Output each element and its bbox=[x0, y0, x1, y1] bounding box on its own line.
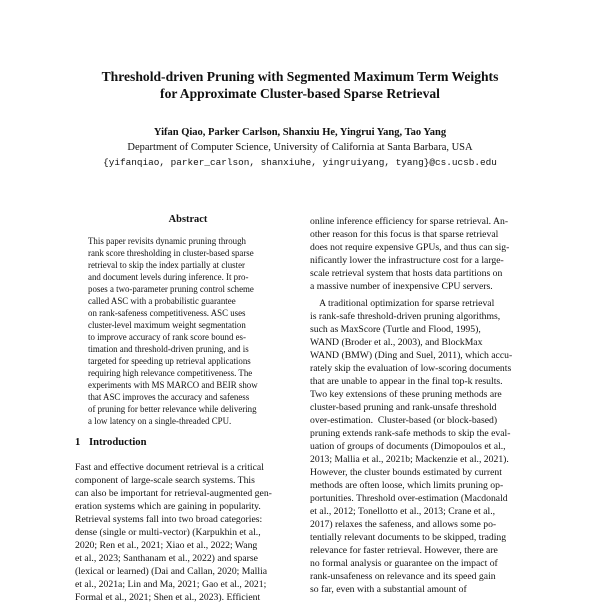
body-line: nificantly lower the infrastructure cost for a large- bbox=[310, 255, 504, 266]
paper-title-line-2: for Approximate Cluster-based Sparse Retrieval bbox=[160, 86, 440, 101]
body-line: tentially relevant documents to be skipped, trading bbox=[310, 532, 507, 543]
abstract-heading: Abstract bbox=[168, 214, 208, 225]
abstract-line: This paper revisits dynamic pruning through bbox=[88, 236, 246, 246]
body-line: rank-unsafeness on relevance and its speed gain bbox=[310, 571, 496, 582]
body-line: rately skip the evaluation of low-scoring documents bbox=[310, 363, 512, 374]
body-line: no formal analysis or guarantee on the impact of bbox=[310, 558, 498, 569]
body-line: component of large-scale search systems. This bbox=[75, 475, 255, 486]
section-title: Introduction bbox=[89, 437, 147, 448]
section-heading bbox=[75, 437, 147, 448]
body-line: et al., 2023; Santhanam et al., 2022) and sparse bbox=[75, 553, 258, 564]
body-line: 2020; Ren et al., 2021; Xiao et al., 2022; Wang bbox=[75, 540, 258, 551]
body-line: portunities. Threshold over-estimation (Macdonald bbox=[310, 493, 508, 504]
abstract-line: rank score thresholding in cluster-based sparse bbox=[88, 248, 254, 258]
body-line: methods are often loose, which limits pruning op- bbox=[310, 480, 504, 491]
body-line: such as MaxScore (Turtle and Flood, 1995), bbox=[310, 324, 481, 335]
body-line: dense (single or multi-vector) (Karpukhin et al., bbox=[75, 527, 261, 538]
body-line: that are unable to appear in the final top-k results. bbox=[310, 376, 503, 387]
body-line: is rank-safe threshold-driven pruning algorithms, bbox=[310, 311, 501, 322]
body-line: et al., 2012; Tonellotto et al., 2013; Crane et al., bbox=[310, 506, 496, 517]
body-line: other reason for this focus is that sparse retrieval bbox=[310, 229, 499, 240]
abstract-line: that ASC improves the accuracy and safeness bbox=[88, 392, 250, 402]
abstract-line: cluster-level maximum weight segmentation bbox=[88, 320, 246, 330]
body-line: 2017) relaxes the safeness, and allows some po- bbox=[310, 519, 497, 530]
body-line: online inference efficiency for sparse retrieval. An- bbox=[310, 216, 509, 227]
body-line: scale retrieval system that hosts data partitions on bbox=[310, 268, 503, 279]
body-line: Retrieval systems fall into two broad categories: bbox=[75, 514, 263, 525]
abstract-line: experiments with MS MARCO and BEIR show bbox=[88, 380, 258, 390]
body-line: does not require expensive GPUs, and thus can sig- bbox=[310, 242, 510, 253]
body-line: (lexical or learned) (Dai and Callan, 2020; Mallia bbox=[75, 566, 268, 577]
section-number: 1 bbox=[75, 437, 81, 448]
abstract-line: a low latency on a single-threaded CPU. bbox=[88, 416, 232, 426]
body-line: 2013; Mallia et al., 2021b; Mackenzie et al., 2021). bbox=[310, 454, 509, 465]
body-line: can also be important for retrieval-augmented gen- bbox=[75, 488, 272, 499]
author-list: Yifan Qiao, Parker Carlson, Shanxiu He, Yingrui Yang, Tao Yang bbox=[153, 127, 447, 138]
abstract-line: on rank-safeness competitiveness. ASC uses bbox=[88, 308, 246, 318]
body-line: Two key extensions of these pruning methods are bbox=[310, 389, 502, 400]
body-line: WAND (BMW) (Ding and Suel, 2011), which accu- bbox=[310, 350, 513, 361]
body-line: et al., 2021a; Lin and Ma, 2021; Gao et al., 2021; bbox=[75, 579, 267, 590]
abstract-line: timation and threshold-driven pruning, and is bbox=[88, 344, 249, 354]
affiliation: Department of Computer Science, University of California at Santa Barbara, USA bbox=[127, 142, 473, 153]
body-line: uation of groups of documents (Dimopoulos et al., bbox=[310, 441, 506, 452]
author-emails: {yifanqiao, parker_carlson, shanxiuhe, yingruiyang, tyang}@cs.ucsb.edu bbox=[103, 157, 497, 168]
abstract-line: called ASC with a probabilistic guarantee bbox=[88, 296, 236, 306]
abstract-line: requiring high relevance competitiveness. The bbox=[88, 368, 253, 378]
body-line: However, the cluster bounds estimated by current bbox=[310, 467, 502, 478]
body-line: Formal et al., 2021; Shen et al., 2023). Efficient bbox=[75, 592, 261, 603]
abstract-line: and document levels during inference. It pro- bbox=[88, 272, 249, 282]
abstract-line: targeted for speeding up retrieval applications bbox=[88, 356, 251, 366]
body-line: eration systems which are gaining in popularity. bbox=[75, 501, 261, 512]
body-line: over-estimation. Cluster-based (or block-based) bbox=[310, 415, 498, 426]
abstract-line: poses a two-parameter pruning control scheme bbox=[88, 284, 254, 294]
body-line: WAND (Broder et al., 2003), and BlockMax bbox=[310, 337, 483, 348]
body-line: cluster-based pruning and rank-unsafe threshold bbox=[310, 402, 497, 413]
paper-title-line-1: Threshold-driven Pruning with Segmented Maximum Term Weights bbox=[101, 69, 499, 84]
body-line: relevance for faster retrieval. However, there are bbox=[310, 545, 498, 556]
abstract-line: retrieval to skip the index partially at cluster bbox=[88, 260, 245, 270]
body-line: pruning extends rank-safe methods to skip the eval- bbox=[310, 428, 511, 439]
abstract-line: to improve accuracy of rank score bound es- bbox=[88, 332, 246, 342]
body-line: Fast and effective document retrieval is a critical bbox=[75, 462, 264, 473]
body-line: A traditional optimization for sparse retrieval bbox=[310, 298, 495, 309]
body-line: a massive number of inexpensive CPU servers. bbox=[310, 281, 493, 292]
abstract-line: of pruning for better relevance while delivering bbox=[88, 404, 257, 414]
body-line: so far, even with a substantial amount of bbox=[310, 584, 467, 595]
